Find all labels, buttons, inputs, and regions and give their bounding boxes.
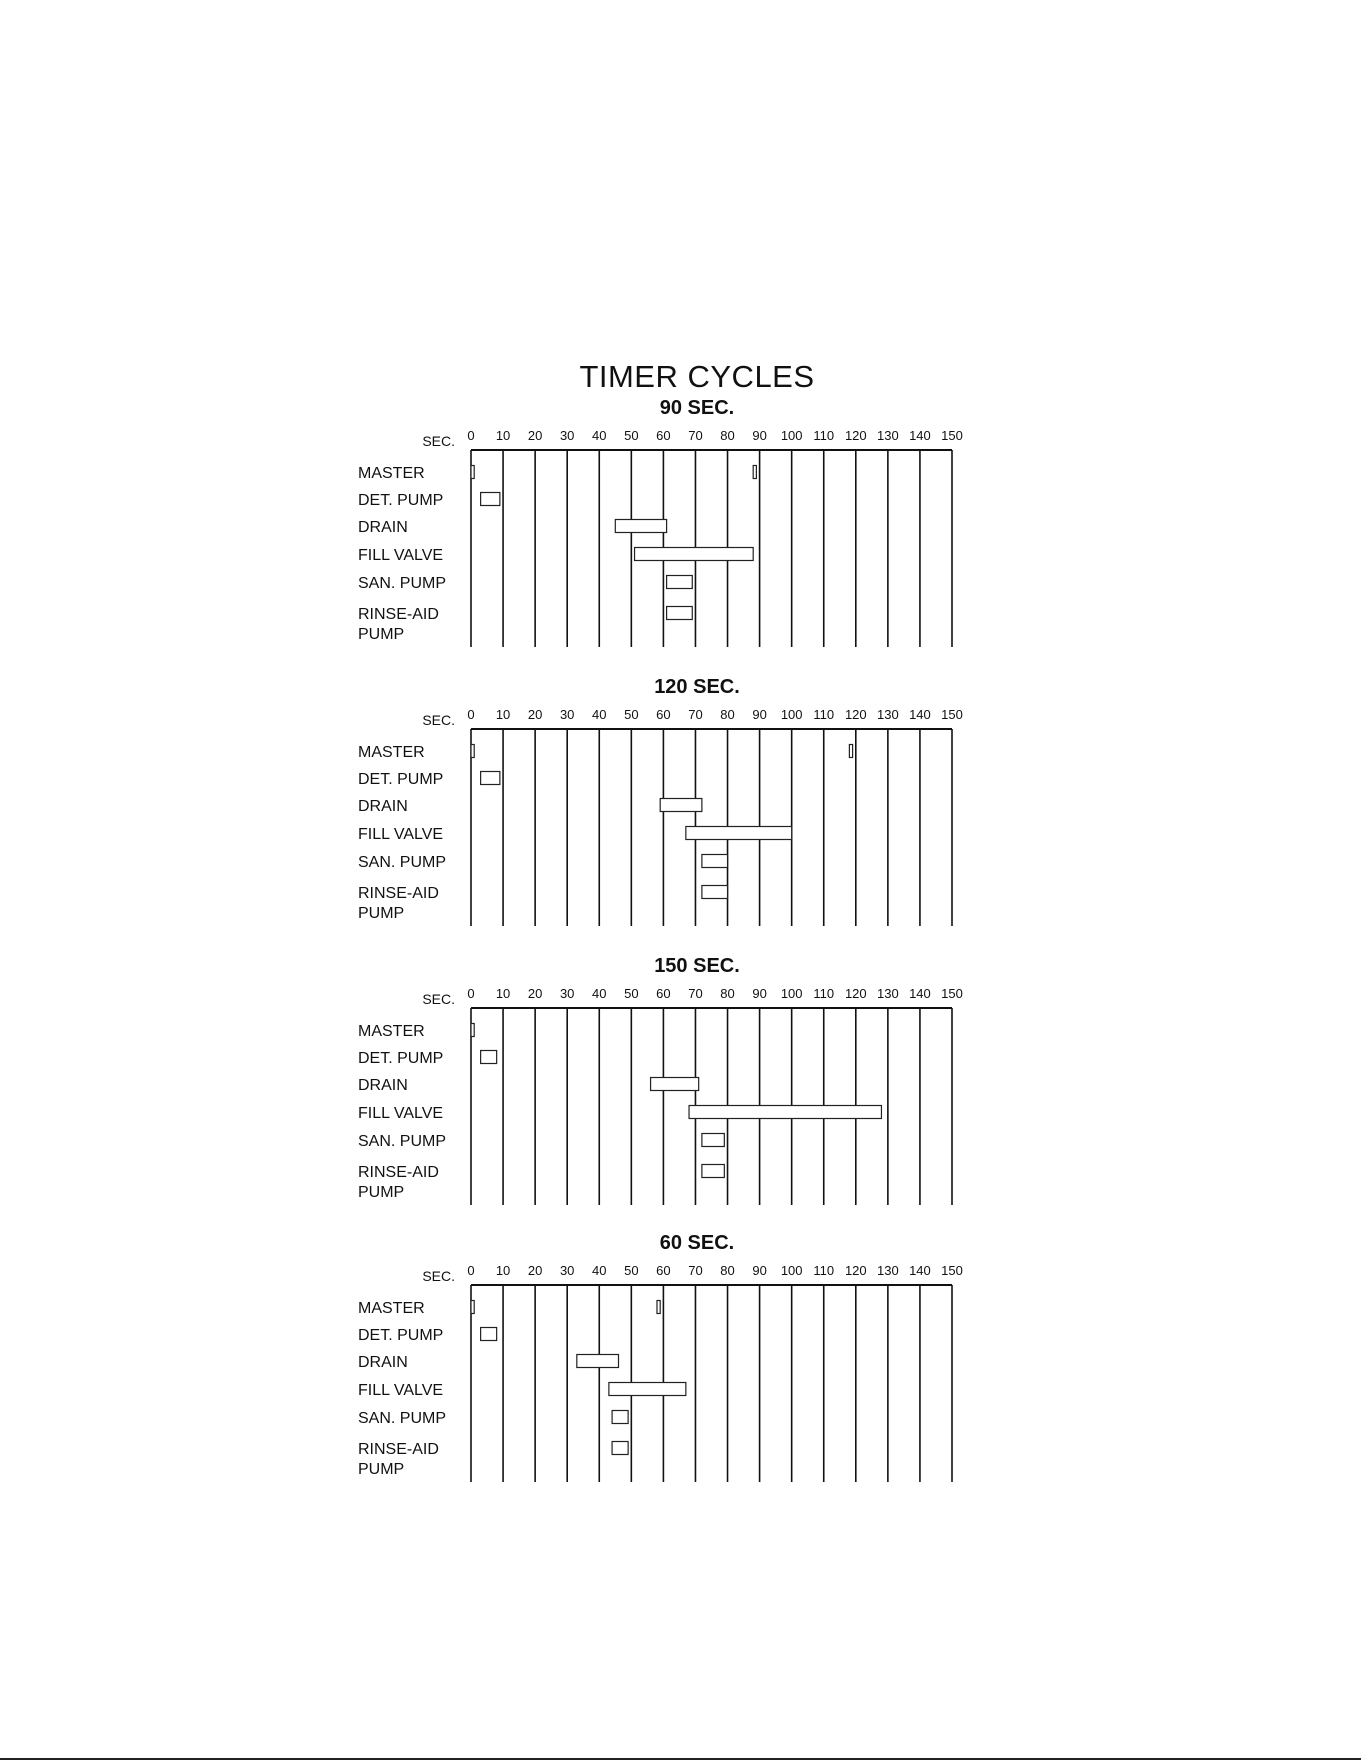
row-label: MASTER (358, 1023, 425, 1040)
tick-label: 0 (467, 428, 475, 443)
tick-label: 20 (527, 1263, 543, 1278)
axis-label: SEC. (422, 1268, 455, 1284)
chart-title: 60 SEC. (659, 1232, 735, 1254)
tick-label: 20 (527, 986, 543, 1001)
tick-label: 90 (752, 428, 767, 443)
tick-label: 150 (941, 986, 963, 1001)
timer-bar (849, 745, 852, 758)
row-label: DET. PUMP (358, 1050, 444, 1067)
row-label: SAN. PUMP (358, 1410, 447, 1427)
timer-chart-90-sec (0, 395, 1361, 655)
tick-label: 120 (844, 1263, 867, 1278)
tick-label: 150 (941, 428, 963, 443)
timer-chart-60-sec (0, 1230, 1361, 1490)
row-label: DET. PUMP (358, 492, 444, 509)
timer-bar (609, 1383, 686, 1396)
row-label: RINSE-AID PUMP (358, 885, 439, 922)
timer-bar (702, 1134, 724, 1147)
timer-bar (660, 799, 702, 812)
chart-title: 120 SEC. (654, 676, 740, 698)
tick-label: 110 (813, 707, 835, 722)
timer-bar (702, 1165, 724, 1178)
axis-label: SEC. (422, 712, 455, 728)
row-label: DRAIN (358, 798, 408, 815)
timer-bar (667, 576, 693, 589)
tick-label: 100 (780, 1263, 803, 1278)
timer-bar (577, 1355, 619, 1368)
tick-label: 70 (688, 428, 703, 443)
timer-bar (702, 855, 728, 868)
axis-label: SEC. (422, 991, 455, 1007)
tick-label: 10 (495, 986, 511, 1001)
timer-bar (651, 1078, 699, 1091)
tick-label: 130 (877, 428, 899, 443)
page-title: TIMER CYCLES (579, 359, 815, 394)
row-label: DRAIN (358, 519, 408, 536)
timer-bar (667, 607, 693, 620)
tick-label: 30 (559, 986, 575, 1001)
tick-label: 50 (624, 1263, 639, 1278)
tick-label: 30 (559, 1263, 575, 1278)
tick-label: 140 (909, 707, 931, 722)
timer-bar (471, 1024, 474, 1037)
timer-bar (753, 466, 756, 479)
timer-bar (702, 886, 728, 899)
tick-label: 50 (624, 707, 639, 722)
tick-label: 0 (467, 707, 475, 722)
tick-label: 10 (495, 1263, 511, 1278)
row-label: DRAIN (358, 1354, 408, 1371)
tick-label: 50 (624, 986, 639, 1001)
tick-label: 80 (720, 986, 735, 1001)
row-label: RINSE-AID PUMP (358, 1164, 439, 1201)
timer-bar (481, 1051, 497, 1064)
tick-label: 60 (656, 986, 671, 1001)
row-label: DRAIN (358, 1077, 408, 1094)
row-label: RINSE-AID PUMP (358, 606, 439, 643)
tick-label: 70 (688, 986, 703, 1001)
axis-label: SEC. (422, 433, 455, 449)
tick-label: 20 (527, 428, 543, 443)
tick-label: 20 (527, 707, 543, 722)
tick-label: 150 (941, 1263, 963, 1278)
tick-label: 60 (656, 1263, 671, 1278)
tick-label: 110 (813, 1263, 835, 1278)
tick-label: 0 (467, 986, 475, 1001)
row-label: SAN. PUMP (358, 854, 447, 871)
timer-chart-150-sec (0, 953, 1361, 1213)
timer-bar (481, 493, 500, 506)
chart-title: 90 SEC. (659, 397, 735, 419)
tick-label: 10 (495, 428, 511, 443)
row-label: FILL VALVE (358, 826, 444, 843)
tick-label: 40 (592, 986, 607, 1001)
row-label: SAN. PUMP (358, 1133, 447, 1150)
tick-label: 100 (780, 707, 803, 722)
tick-label: 30 (559, 428, 575, 443)
tick-label: 100 (780, 986, 803, 1001)
tick-label: 30 (559, 707, 575, 722)
tick-label: 60 (656, 428, 671, 443)
tick-label: 40 (592, 1263, 607, 1278)
timer-bar (686, 827, 792, 840)
row-label: SAN. PUMP (358, 575, 447, 592)
timer-bar (635, 548, 754, 561)
row-label: MASTER (358, 465, 425, 482)
tick-label: 10 (495, 707, 511, 722)
row-label: MASTER (358, 1300, 425, 1317)
row-label: FILL VALVE (358, 1382, 444, 1399)
row-label: MASTER (358, 744, 425, 761)
tick-label: 130 (877, 707, 899, 722)
tick-label: 110 (813, 428, 835, 443)
tick-label: 120 (844, 986, 867, 1001)
tick-label: 70 (688, 1263, 703, 1278)
tick-label: 80 (720, 1263, 735, 1278)
tick-label: 150 (941, 707, 963, 722)
timer-bar (481, 1328, 497, 1341)
timer-bar (689, 1106, 881, 1119)
tick-label: 70 (688, 707, 703, 722)
timer-chart-120-sec (0, 674, 1361, 934)
row-label: FILL VALVE (358, 547, 444, 564)
tick-label: 50 (624, 428, 639, 443)
tick-label: 0 (467, 1263, 475, 1278)
tick-label: 90 (752, 986, 767, 1001)
tick-label: 140 (909, 1263, 931, 1278)
row-label: FILL VALVE (358, 1105, 444, 1122)
row-label: DET. PUMP (358, 771, 444, 788)
timer-bar (471, 466, 474, 479)
tick-label: 120 (844, 428, 867, 443)
tick-label: 140 (909, 428, 931, 443)
row-label: DET. PUMP (358, 1327, 444, 1344)
row-label: RINSE-AID PUMP (358, 1441, 439, 1478)
tick-label: 110 (813, 986, 835, 1001)
bottom-rule (0, 1758, 1361, 1760)
tick-label: 40 (592, 428, 607, 443)
tick-label: 90 (752, 1263, 767, 1278)
timer-bar (471, 745, 474, 758)
tick-label: 60 (656, 707, 671, 722)
tick-label: 130 (877, 1263, 899, 1278)
tick-label: 40 (592, 707, 607, 722)
timer-bar (481, 772, 500, 785)
tick-label: 80 (720, 428, 735, 443)
timer-bar (615, 520, 666, 533)
timer-bar (471, 1301, 474, 1314)
chart-title: 150 SEC. (654, 955, 740, 977)
tick-label: 120 (844, 707, 867, 722)
timer-bar (612, 1442, 628, 1455)
tick-label: 100 (780, 428, 803, 443)
timer-bar (657, 1301, 660, 1314)
tick-label: 140 (909, 986, 931, 1001)
tick-label: 130 (877, 986, 899, 1001)
tick-label: 90 (752, 707, 767, 722)
timer-bar (612, 1411, 628, 1424)
tick-label: 80 (720, 707, 735, 722)
